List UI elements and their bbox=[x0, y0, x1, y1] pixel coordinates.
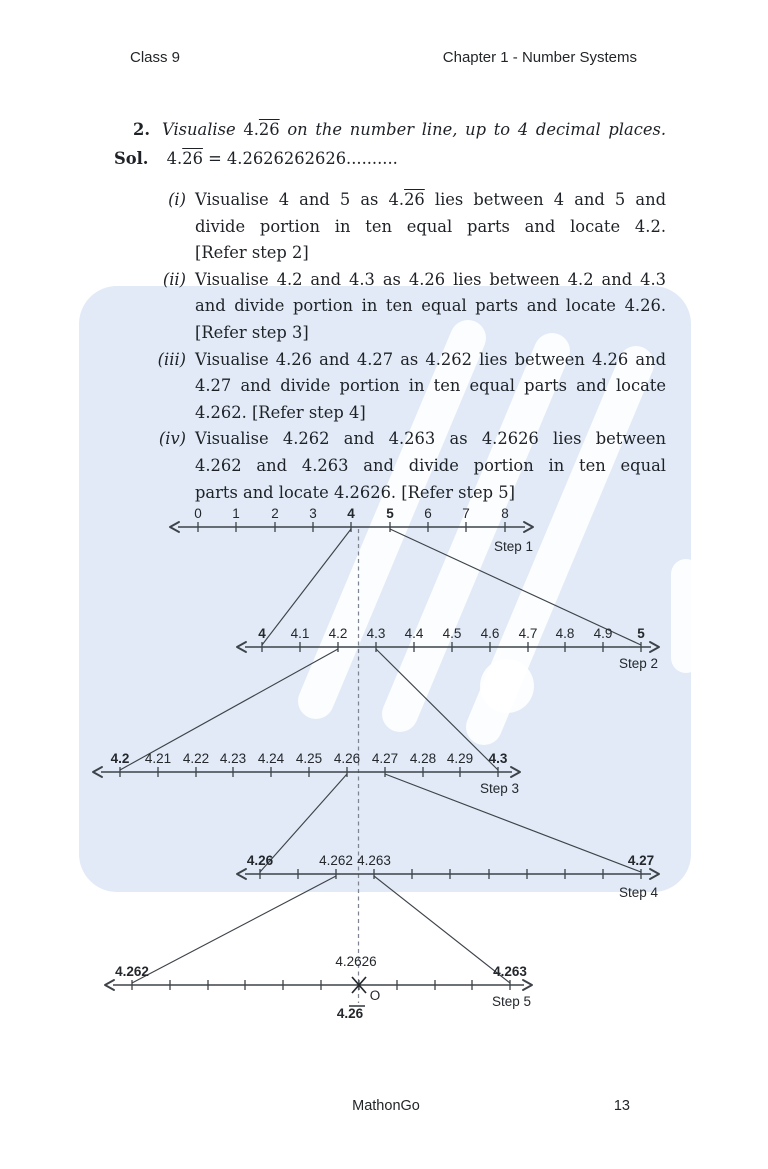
svg-text:4.23: 4.23 bbox=[219, 751, 247, 766]
problem-statement bbox=[133, 116, 666, 143]
svg-text:4.4: 4.4 bbox=[404, 626, 424, 641]
solution-label: Sol. bbox=[114, 149, 149, 168]
svg-text:Step 1: Step 1 bbox=[493, 539, 533, 554]
svg-text:1: 1 bbox=[232, 506, 240, 521]
number-line-step-3 bbox=[93, 751, 520, 796]
problem-number: 2. bbox=[133, 120, 150, 139]
right-arrowhead-icon bbox=[511, 767, 520, 777]
page-header bbox=[130, 49, 637, 66]
svg-text:4: 4 bbox=[258, 626, 266, 641]
text-segment: 4.262 and 4.263 and divide portion in ten equal bbox=[195, 455, 666, 475]
svg-text:4.29: 4.29 bbox=[446, 751, 474, 766]
recurring-decimal-label: 4.26 bbox=[336, 1006, 364, 1021]
item-text-line bbox=[195, 480, 666, 507]
footer-brand: MathonGo bbox=[352, 1098, 420, 1114]
svg-text:4.9: 4.9 bbox=[593, 626, 613, 641]
number-line-step-1 bbox=[170, 506, 533, 554]
svg-text:6: 6 bbox=[424, 506, 432, 521]
solution-step-item bbox=[110, 187, 667, 267]
problem-text bbox=[162, 116, 666, 143]
text-segment: Visualise bbox=[162, 120, 244, 139]
svg-text:2: 2 bbox=[271, 506, 279, 521]
svg-text:5: 5 bbox=[386, 506, 394, 521]
item-text-line bbox=[195, 267, 666, 294]
svg-text:0: 0 bbox=[194, 506, 202, 521]
svg-text:4.3: 4.3 bbox=[488, 751, 508, 766]
text-segment: Visualise 4.262 and 4.263 as 4.2626 lies between bbox=[195, 429, 666, 449]
text-segment: [Refer step 2] bbox=[195, 243, 309, 263]
item-text-line bbox=[195, 373, 666, 400]
svg-text:5: 5 bbox=[637, 626, 645, 641]
class-label: Class 9 bbox=[130, 49, 181, 66]
svg-text:4.26: 4.26 bbox=[246, 853, 274, 868]
item-text-line bbox=[195, 400, 666, 427]
left-arrowhead-icon bbox=[93, 767, 102, 777]
text-segment: 4. bbox=[166, 149, 183, 168]
solution-step-item bbox=[110, 347, 667, 427]
text-segment: 4.27 and divide portion in ten equal parts and locate bbox=[195, 376, 666, 396]
svg-text:Step 2: Step 2 bbox=[618, 656, 658, 671]
text-segment: 26 bbox=[258, 120, 280, 139]
solution-step-item bbox=[110, 426, 667, 506]
point-name-label: O bbox=[369, 988, 381, 1003]
located-point-group bbox=[335, 954, 380, 1021]
left-arrowhead-icon bbox=[170, 522, 179, 532]
text-segment: Visualise 4 and 5 as bbox=[195, 190, 389, 209]
text-segment: 4.262. [Refer step 4] bbox=[195, 402, 366, 422]
left-arrowhead-icon bbox=[237, 642, 246, 652]
item-roman-numeral: (iii) bbox=[157, 349, 186, 369]
item-text-line bbox=[195, 347, 666, 374]
text-segment: on the number line, up to 4 decimal places. bbox=[279, 120, 666, 139]
text-segment: lies between 4 and 5 and bbox=[424, 190, 667, 209]
item-text-line bbox=[195, 453, 666, 480]
svg-text:Step 5: Step 5 bbox=[491, 994, 531, 1009]
item-roman-numeral: (i) bbox=[168, 190, 186, 209]
svg-text:4.2: 4.2 bbox=[328, 626, 348, 641]
svg-text:4: 4 bbox=[347, 506, 355, 521]
left-arrowhead-icon bbox=[237, 869, 246, 879]
item-text-line bbox=[195, 214, 666, 241]
text-segment: [Refer step 3] bbox=[195, 322, 309, 342]
svg-text:4.7: 4.7 bbox=[518, 626, 538, 641]
svg-text:4.2: 4.2 bbox=[110, 751, 130, 766]
svg-text:4.8: 4.8 bbox=[555, 626, 575, 641]
svg-text:4.27: 4.27 bbox=[371, 751, 399, 766]
svg-text:4.3: 4.3 bbox=[366, 626, 386, 641]
text-segment: Visualise 4.2 and 4.3 as 4.26 lies between 4.2 and 4.3 bbox=[195, 269, 666, 289]
svg-text:4.26: 4.26 bbox=[333, 751, 361, 766]
item-roman-numeral: (ii) bbox=[162, 269, 186, 289]
text-segment: 26 bbox=[404, 190, 425, 209]
right-arrowhead-icon bbox=[523, 980, 532, 990]
text-segment: = 4.2626262626.......... bbox=[202, 149, 398, 168]
svg-text:4.5: 4.5 bbox=[442, 626, 462, 641]
number-line-step-4 bbox=[237, 853, 659, 900]
svg-text:4.262: 4.262 bbox=[115, 964, 149, 979]
text-segment: 26 bbox=[182, 149, 203, 168]
number-line-step-2 bbox=[237, 626, 659, 671]
text-segment: 4. bbox=[388, 190, 405, 209]
item-text-line bbox=[195, 293, 666, 320]
item-roman-numeral: (iv) bbox=[158, 429, 186, 449]
text-segment: parts and locate 4.2626. [Refer step 5] bbox=[195, 482, 515, 502]
text-segment: Visualise 4.26 and 4.27 as 4.262 lies between 4.26 and bbox=[195, 349, 666, 369]
svg-text:4.262: 4.262 bbox=[319, 853, 353, 868]
solution-step-item bbox=[110, 267, 667, 347]
footer-page-number: 13 bbox=[613, 1098, 630, 1114]
solution-steps-list bbox=[110, 187, 667, 506]
solution-line bbox=[114, 145, 666, 172]
svg-text:7: 7 bbox=[462, 506, 470, 521]
text-segment: 4. bbox=[243, 120, 259, 139]
text-segment: divide portion in ten equal parts and locate 4.2. bbox=[195, 216, 666, 236]
right-arrowhead-icon bbox=[650, 642, 659, 652]
right-arrowhead-icon bbox=[524, 522, 533, 532]
item-text-line bbox=[195, 240, 666, 267]
svg-text:4.25: 4.25 bbox=[295, 751, 323, 766]
svg-text:4.22: 4.22 bbox=[182, 751, 210, 766]
solution-text bbox=[167, 149, 398, 168]
svg-text:4.263: 4.263 bbox=[493, 964, 527, 979]
svg-text:Step 4: Step 4 bbox=[618, 885, 658, 900]
item-text-line bbox=[195, 187, 666, 214]
svg-text:4.24: 4.24 bbox=[257, 751, 285, 766]
svg-text:4.6: 4.6 bbox=[480, 626, 500, 641]
svg-text:Step 3: Step 3 bbox=[479, 781, 519, 796]
svg-text:8: 8 bbox=[501, 506, 509, 521]
svg-text:4.21: 4.21 bbox=[144, 751, 172, 766]
svg-text:4.28: 4.28 bbox=[409, 751, 437, 766]
right-arrowhead-icon bbox=[650, 869, 659, 879]
svg-text:4.263: 4.263 bbox=[357, 853, 391, 868]
svg-text:3: 3 bbox=[309, 506, 317, 521]
left-arrowhead-icon bbox=[105, 980, 114, 990]
svg-text:4.27: 4.27 bbox=[627, 853, 655, 868]
number-line-step-5 bbox=[105, 964, 532, 1009]
svg-text:4.1: 4.1 bbox=[290, 626, 310, 641]
point-value-label: 4.2626 bbox=[335, 954, 377, 969]
item-text-line bbox=[195, 426, 666, 453]
text-segment: and divide portion in ten equal parts and locate 4.26. bbox=[195, 296, 666, 316]
chapter-label: Chapter 1 - Number Systems bbox=[442, 49, 637, 66]
item-text-line bbox=[195, 320, 666, 347]
